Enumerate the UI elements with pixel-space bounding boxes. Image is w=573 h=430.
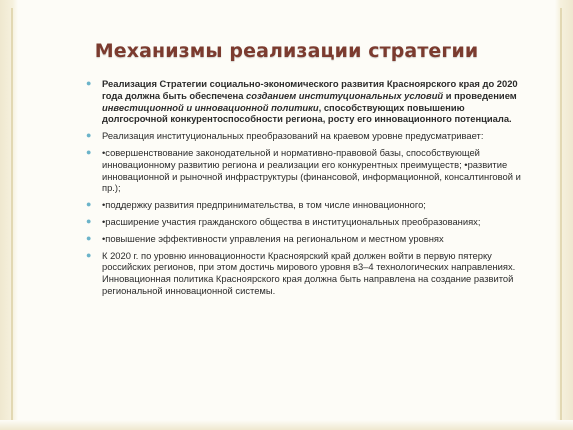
round-dot-icon: ● <box>86 215 92 226</box>
right-decorative-border <box>555 0 573 430</box>
list-item: ● •поддержку развития предпринимательства, в том числе инновационного; <box>86 199 426 211</box>
round-dot-icon: ● <box>86 232 92 243</box>
bottom-decorative-border <box>0 420 573 430</box>
round-dot-icon: ● <box>86 146 92 157</box>
list-item: ● •расширение участия гражданского общества в институциональных преобразованиях; <box>86 215 481 227</box>
slide-title: Механизмы реализации стратегии <box>94 40 479 62</box>
round-dot-icon: ● <box>86 199 92 210</box>
round-dot-icon: ● <box>86 130 92 141</box>
list-item: ● К 2020 г. по уровню инновационности Красноярский край должен войти в первую пятерку российских регионов, при этом достичь мирового уровня в3–4 технологических направлениях. Инновационная политика Красноярского края должна быть направлена на создание развитой региональной инновационной системы. <box>86 249 516 296</box>
list-item: ● Реализация институциональных преобразований на краевом уровне предусматривает: <box>86 130 484 142</box>
list-item: ● •совершенствование законодательной и нормативно-правовой базы, способствующей инновационному развитию региона и реализации его конкурентных преимуществ; •развитие инновационной и рыночной инфраструктуры (финансовой, информационной, консалтинговой и пр.); <box>86 146 521 194</box>
bullet-list <box>86 78 532 302</box>
round-dot-icon: ● <box>86 249 92 260</box>
list-item-strategy: ● Реализация Стратегии социально-экономического развития Красноярского края до 2020 года должна быть обеспечена созданием институциональных условий и проведением инвестиционной и инновационной политики, способствующих повышению долгосрочной конкурентоспособности региона, росту его инновационного потенциала. <box>86 78 518 125</box>
left-decorative-border <box>0 0 18 430</box>
list-item: ● •повышение эффективности управления на региональном и местном уровнях <box>86 232 444 244</box>
round-dot-icon: ● <box>86 78 92 88</box>
